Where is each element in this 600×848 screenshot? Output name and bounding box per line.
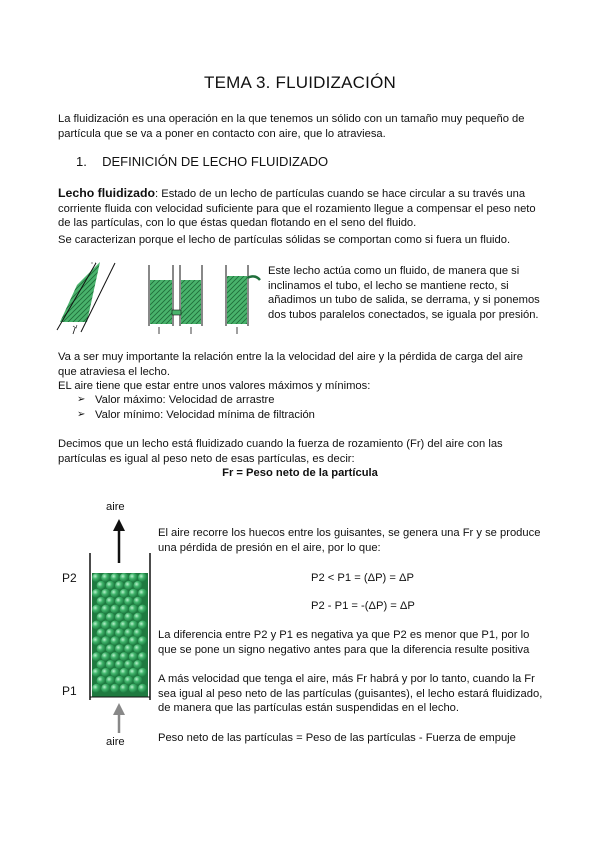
- bead: [129, 573, 138, 582]
- bead: [129, 668, 138, 677]
- bead: [133, 581, 142, 590]
- definition-extra: Se caracterizan porque el lecho de partículas sólidas se comportan como si fuera un fluido.: [58, 234, 511, 246]
- bead: [106, 597, 115, 606]
- bead: [133, 676, 142, 685]
- bead: [101, 684, 110, 693]
- bead: [124, 581, 133, 590]
- bead: [115, 597, 124, 606]
- bead: [101, 636, 110, 645]
- bead: [124, 628, 133, 637]
- bead: [106, 613, 115, 622]
- bead: [110, 668, 119, 677]
- bead: [124, 660, 133, 669]
- definition-paragraph: [58, 186, 543, 231]
- bead: [92, 621, 101, 630]
- bead: [92, 605, 101, 614]
- bead: [97, 581, 106, 590]
- outlet-tube: [226, 265, 260, 334]
- bead: [138, 573, 147, 582]
- bead: [129, 621, 138, 630]
- bead: [115, 581, 124, 590]
- bead: [101, 605, 110, 614]
- limits-list: [77, 393, 527, 422]
- page-title: TEMA 3. FLUIDIZACIÓN: [204, 73, 396, 92]
- bead: [106, 628, 115, 637]
- bead: [138, 589, 147, 598]
- air-flow-paragraph: El aire recorre los huecos entre los guisantes, se genera una Fr y se produce una pérdida de presión en el aire, por lo que:: [158, 527, 541, 554]
- bead: [124, 613, 133, 622]
- bead: [101, 668, 110, 677]
- section-title: DEFINICIÓN DE LECHO FLUIDIZADO: [102, 154, 329, 169]
- bead: [138, 636, 147, 645]
- inclined-tube: [57, 262, 115, 334]
- bead: [106, 676, 115, 685]
- bead: [124, 676, 133, 685]
- section-heading: [76, 154, 328, 169]
- bead: [133, 660, 142, 669]
- air-in-arrow-icon: [113, 703, 125, 733]
- bead: [133, 597, 142, 606]
- air-top-label: aire: [106, 501, 125, 513]
- bead: [129, 636, 138, 645]
- bead: [92, 573, 101, 582]
- list-item: ➢ Valor mínimo: Velocidad mínima de filtración: [77, 408, 315, 421]
- bead: [97, 613, 106, 622]
- bead: [101, 573, 110, 582]
- bead: [106, 644, 115, 653]
- bead: [138, 652, 147, 661]
- bead: [110, 573, 119, 582]
- bead: [110, 652, 119, 661]
- bead: [110, 636, 119, 645]
- definition-term: Lecho fluidizado: [58, 186, 156, 200]
- bead: [92, 684, 101, 693]
- bead: [110, 621, 119, 630]
- section-number: 1.: [76, 154, 87, 169]
- bead: [124, 644, 133, 653]
- bead: [101, 621, 110, 630]
- definition-text: : Estado de un lecho de partículas cuando se hace circular a su través una corriente fluida con velocidad suficiente para que el rozamiento llegue a compensar el peso neto de las partículas, con lo que éstas quedan flotando en el seno del fluido.: [58, 188, 536, 230]
- arrow-bullet-icon: ➢: [77, 394, 86, 405]
- bead: [115, 660, 124, 669]
- bead: [138, 621, 147, 630]
- bead: [120, 573, 129, 582]
- bead: [97, 660, 106, 669]
- bead: [138, 668, 147, 677]
- pressure-equation-2: P2 - P1 = -(ΔP) = ΔP: [311, 600, 415, 612]
- figure-caption: Este lecho actúa como un fluido, de manera que si inclinamos el tubo, el lecho se mantiene recto, si añadimos un tubo de salida, se derrama, y si ponemos dos tubos paralelos conectados, se iguala por presión.: [268, 265, 540, 321]
- bead: [115, 644, 124, 653]
- net-weight-formula: Peso neto de las partículas = Peso de las partículas - Fuerza de empuje: [158, 732, 516, 744]
- bead: [97, 628, 106, 637]
- fluidized-condition: Decimos que un lecho está fluidizado cuando la fuerza de rozamiento (Fr) del aire con las partículas es igual al peso neto de esas partículas, es decir:: [58, 438, 503, 465]
- bead: [97, 597, 106, 606]
- bead: [133, 644, 142, 653]
- bead: [92, 636, 101, 645]
- bead: [101, 652, 110, 661]
- bead: [124, 597, 133, 606]
- bead: [92, 589, 101, 598]
- pressure-difference-paragraph: La diferencia entre P2 y P1 es negativa ya que P2 es menor que P1, por lo que se pone un signo negativo antes para que la diferencia resulte positiva: [158, 629, 530, 656]
- p1-label: P1: [62, 684, 77, 698]
- bead: [120, 621, 129, 630]
- bead: [110, 605, 119, 614]
- bead: [92, 652, 101, 661]
- bead: [120, 589, 129, 598]
- bead: [115, 613, 124, 622]
- bead: [101, 589, 110, 598]
- limits-paragraph: EL aire tiene que estar entre unos valores máximos y mínimos:: [58, 380, 371, 392]
- connected-tubes: [149, 265, 202, 334]
- arrow-bullet-icon: ➢: [77, 408, 86, 420]
- air-bottom-label: aire: [106, 736, 125, 748]
- bead: [110, 589, 119, 598]
- bead: [106, 660, 115, 669]
- bead: [129, 684, 138, 693]
- velocity-paragraph: A más velocidad que tenga el aire, más Fr habrá y por lo tanto, cuando la Fr sea igual al peso neto de las partículas (guisantes), el lecho estará fluidizado, de manera que las partículas están suspendidas en el lecho.: [158, 673, 543, 715]
- bead: [110, 684, 119, 693]
- bead: [129, 652, 138, 661]
- relation-paragraph: Va a ser muy importante la relación entre la la velocidad del aire y la pérdida de carga del aire que atraviesa el lecho.: [58, 351, 523, 378]
- bead: [129, 589, 138, 598]
- bead: [92, 668, 101, 677]
- tube-figures: [55, 260, 265, 340]
- intro-paragraph: La fluidización es una operación en la que tenemos un sólido con un tamaño muy pequeño de partícula que se va a poner en contacto con aire, que lo atraviesa.: [58, 113, 525, 140]
- bead: [120, 652, 129, 661]
- bead: [129, 605, 138, 614]
- bead: [133, 613, 142, 622]
- air-out-arrow-icon: [113, 519, 125, 563]
- bead: [120, 668, 129, 677]
- bead: [120, 636, 129, 645]
- list-item: ➢ Valor máximo: Velocidad de arrastre: [77, 394, 275, 406]
- bead: [138, 605, 147, 614]
- bead: [120, 605, 129, 614]
- p2-label: P2: [62, 571, 77, 585]
- bead: [106, 581, 115, 590]
- bead: [115, 676, 124, 685]
- pressure-equation-1: P2 < P1 = (ΔP) = ΔP: [311, 572, 414, 584]
- packed-bed-diagram: [80, 515, 160, 740]
- bead: [120, 684, 129, 693]
- bead: [138, 684, 147, 693]
- bead: [115, 628, 124, 637]
- bead: [97, 676, 106, 685]
- bead: [97, 644, 106, 653]
- bead: [133, 628, 142, 637]
- main-equation: Fr = Peso neto de la partícula: [222, 467, 378, 479]
